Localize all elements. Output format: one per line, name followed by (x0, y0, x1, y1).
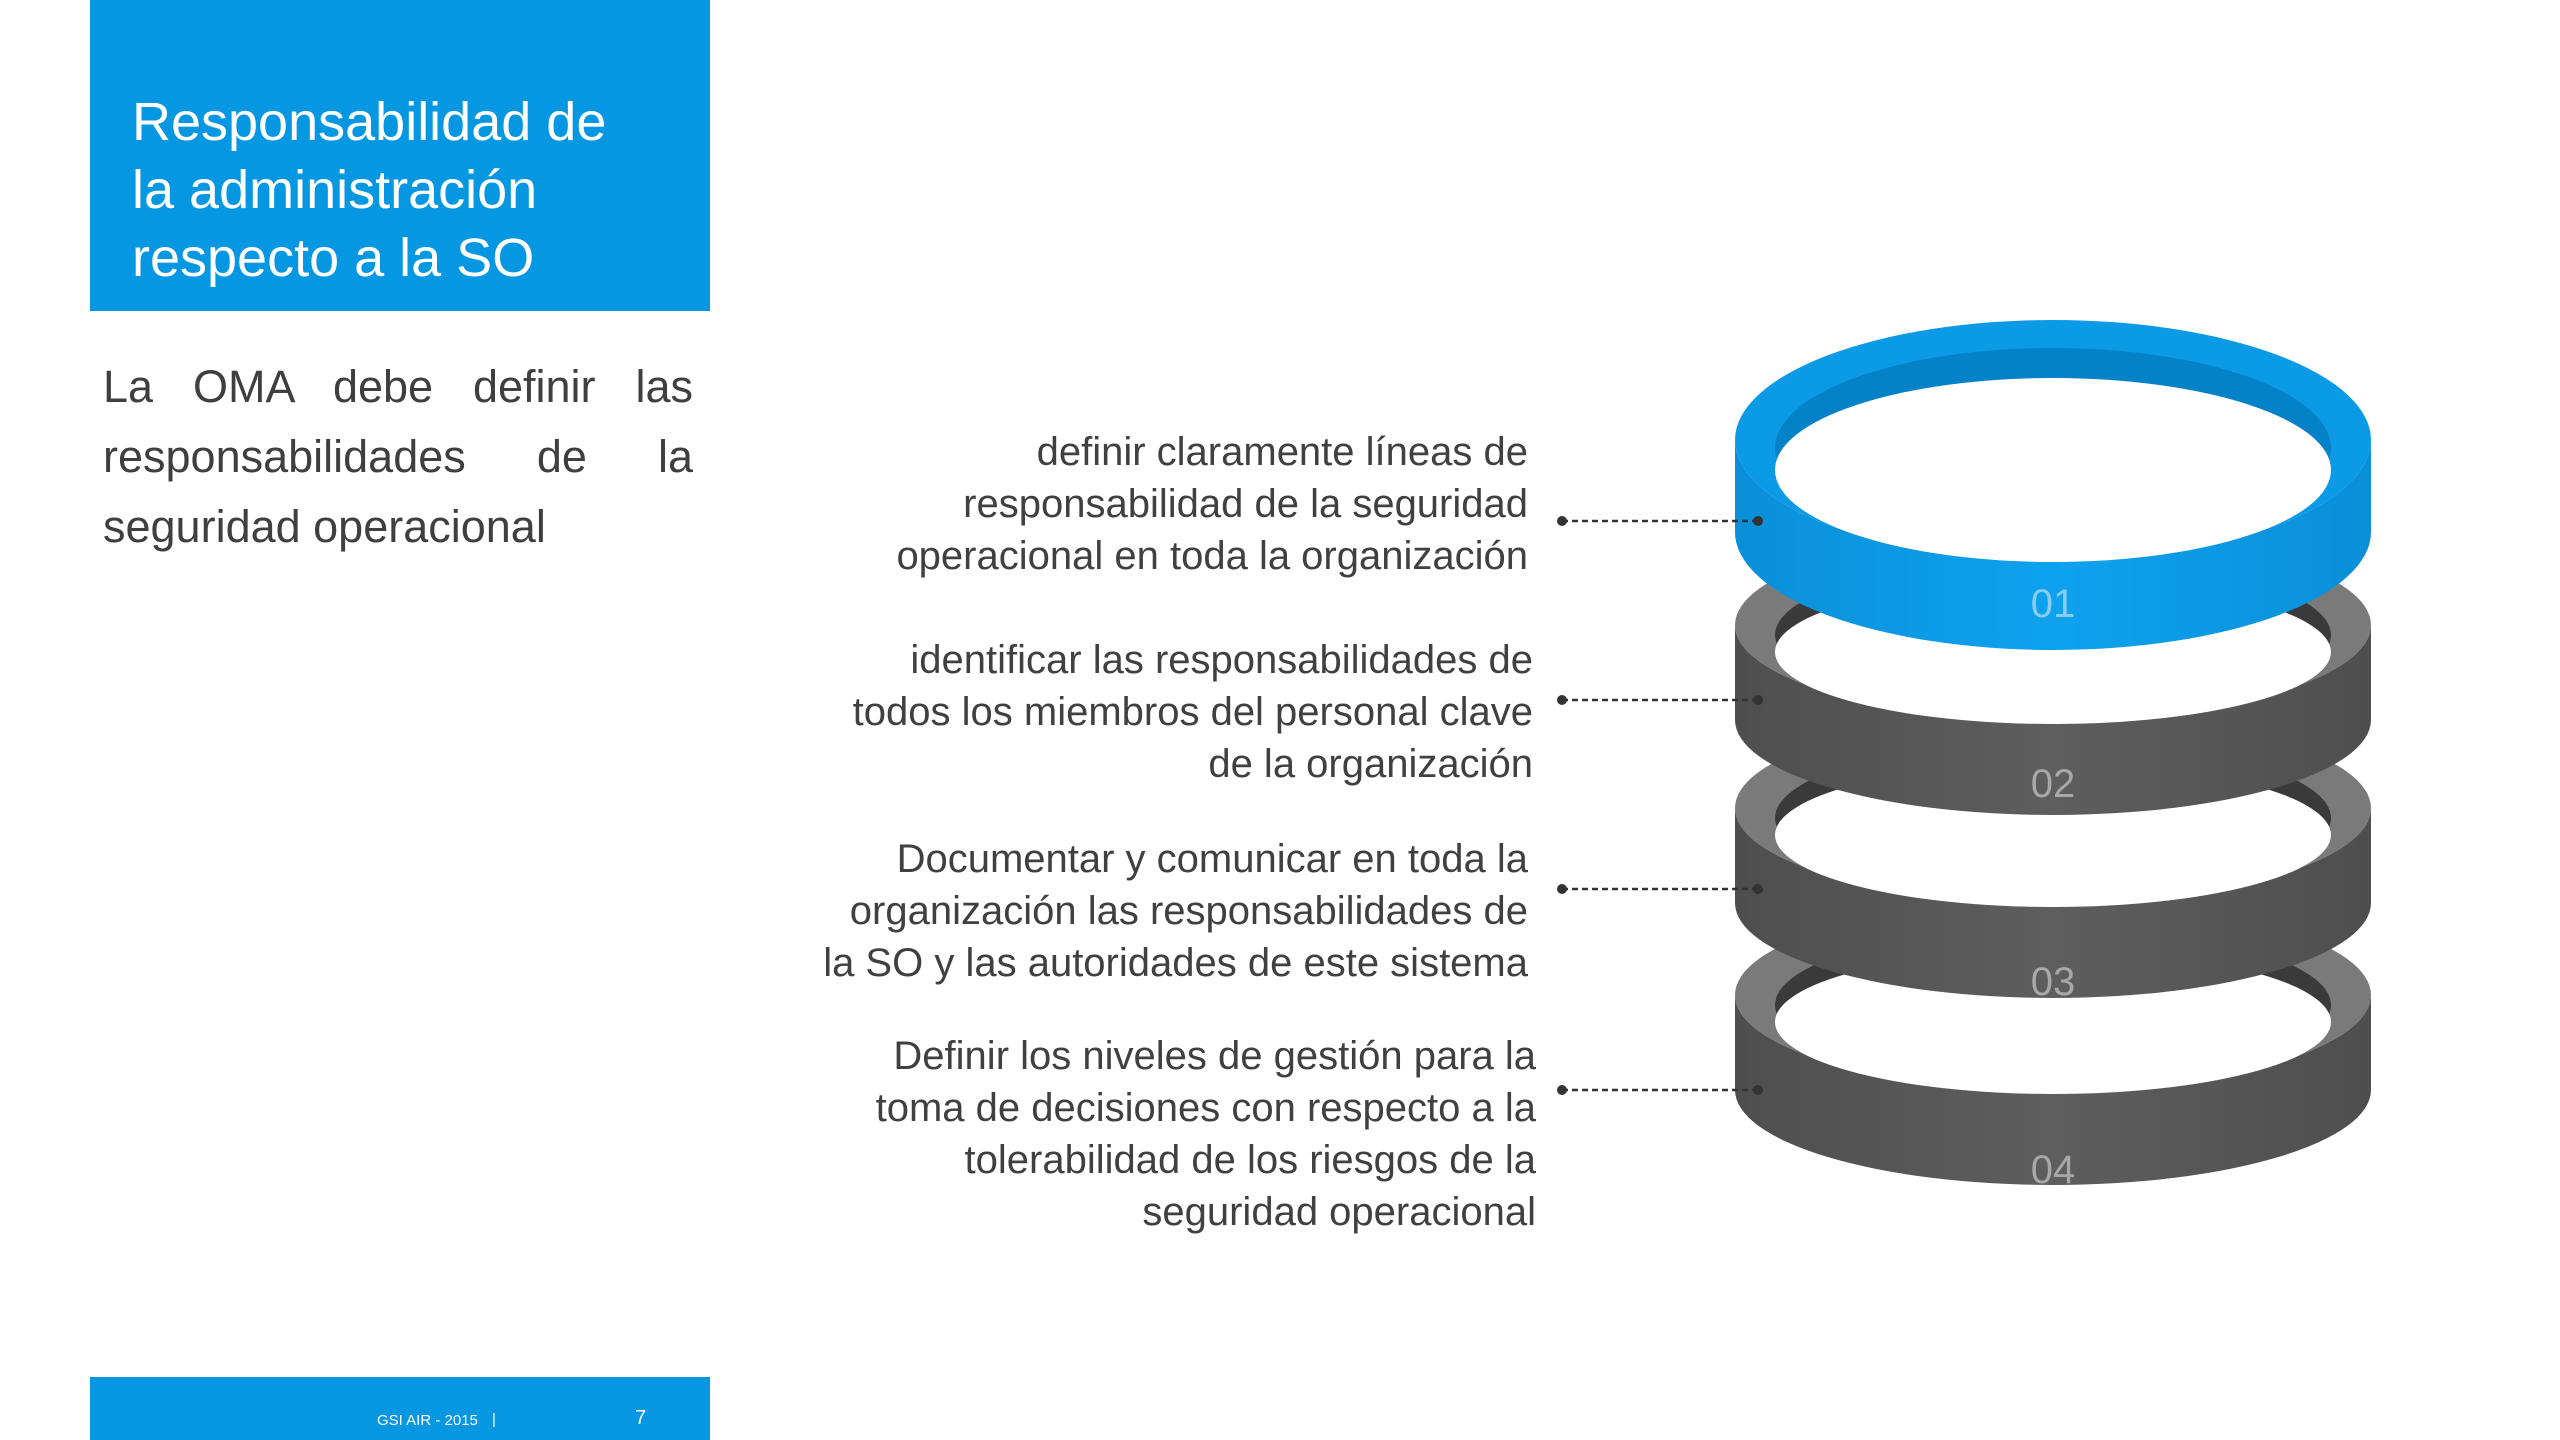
page-number: 7 (635, 1407, 647, 1429)
item-text-02: identificar las responsabilidades de todos los miembros del personal clave de la organización (852, 638, 1533, 786)
ring-number-02: 02 (2030, 762, 2076, 806)
ring-number-03: 03 (2030, 960, 2076, 1004)
item-text-03: Documentar y comunicar en toda la organización las responsabilidades de la SO y las autoridades de este sistema (823, 837, 1528, 985)
connector-01 (1557, 516, 1763, 526)
connector-02 (1557, 695, 1763, 705)
item-text-04: Definir los niveles de gestión para la toma de decisiones con respecto a la tolerabilidad de los riesgos de la seguridad operacional (875, 1034, 1536, 1234)
footer-bar (90, 1377, 710, 1440)
intro-text: La OMA debe definir las responsabilidades de la seguridad operacional (103, 361, 693, 552)
ring-number-01: 01 (2030, 582, 2076, 626)
slide-title: Responsabilidad de la administración respecto a la SO (132, 92, 607, 288)
connector-03 (1557, 884, 1763, 894)
item-text-01: definir claramente líneas de responsabilidad de la seguridad operacional en toda la organización (896, 430, 1528, 578)
footer-label: GSI AIR - 2015 (377, 1412, 478, 1429)
connector-04 (1557, 1085, 1763, 1095)
ring-number-04: 04 (2030, 1148, 2076, 1192)
footer-separator: | (492, 1411, 496, 1428)
